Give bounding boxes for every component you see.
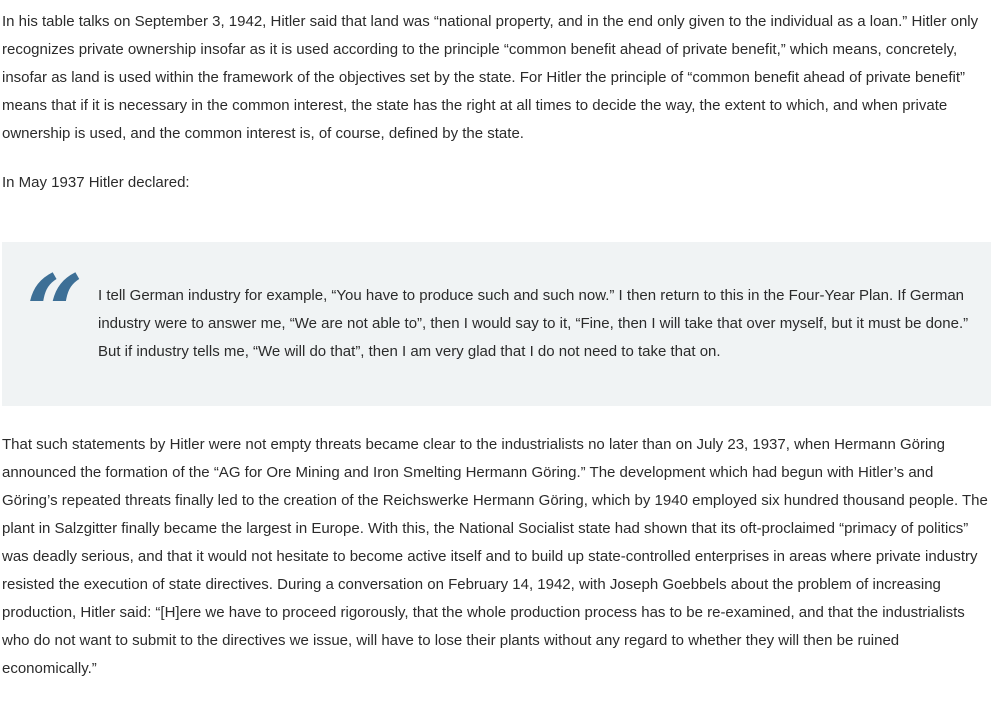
article-paragraph-1: In his table talks on September 3, 1942, Hitler said that land was “national property, and in the end only given to the individual as a loan.” Hitler only recognizes private ownership insofar as it is used according to the principle “common benefit ahead of private benefit,” which means, concretely, insofar as land is used within the framework of the objectives set by the state. For Hitler the principle of “common benefit ahead of private benefit” means that if it is necessary in the common interest, the state has the right at all times to decide the way, the extent to which, and when private ownership is used, and the common interest is, of course, defined by the state. [2,13,979,142]
article-paragraph-2: In May 1937 Hitler declared: [2,174,190,191]
article-paragraph-3: That such statements by Hitler were not empty threats became clear to the industrialists no later than on July 23, 1937, when Hermann Göring announced the formation of the “AG for Ore Mining and Iron Smelting Hermann Göring.” The development which had begun with Hitler’s and Göring’s repeated threats finally led to the creation of the Reichswerke Hermann Göring, which by 1940 employed six hundred thousand people. The plant in Salzgitter finally became the largest in Europe. With this, the National Socialist state had shown that its oft-proclaimed “primacy of politics” was deadly serious, and that it would not hesitate to become active itself and to build up state-controlled enterprises in areas where private industry resisted the execution of state directives. During a conversation on February 14, 1942, with Joseph Goebbels about the problem of increasing production, Hitler said: “[H]ere we have to proceed rigorously, that the whole production process has to be re-examined, and that the industrialists who do not want to submit to the directives we issue, will have to lose their plants without any regard to whether they will then be ruined economically.” [2,436,988,677]
blockquote-text: I tell German industry for example, “You have to produce such and such now.” I then return to this in the Four-Year Plan. If German industry were to answer me, “We are not able to”, then I would say to it, “Fine, then I will take that over myself, but it must be done.” But if industry tells me, “We will do that”, then I am very glad that I do not need to take that on. [98,287,969,360]
quotation-mark-icon: “ [26,253,84,371]
